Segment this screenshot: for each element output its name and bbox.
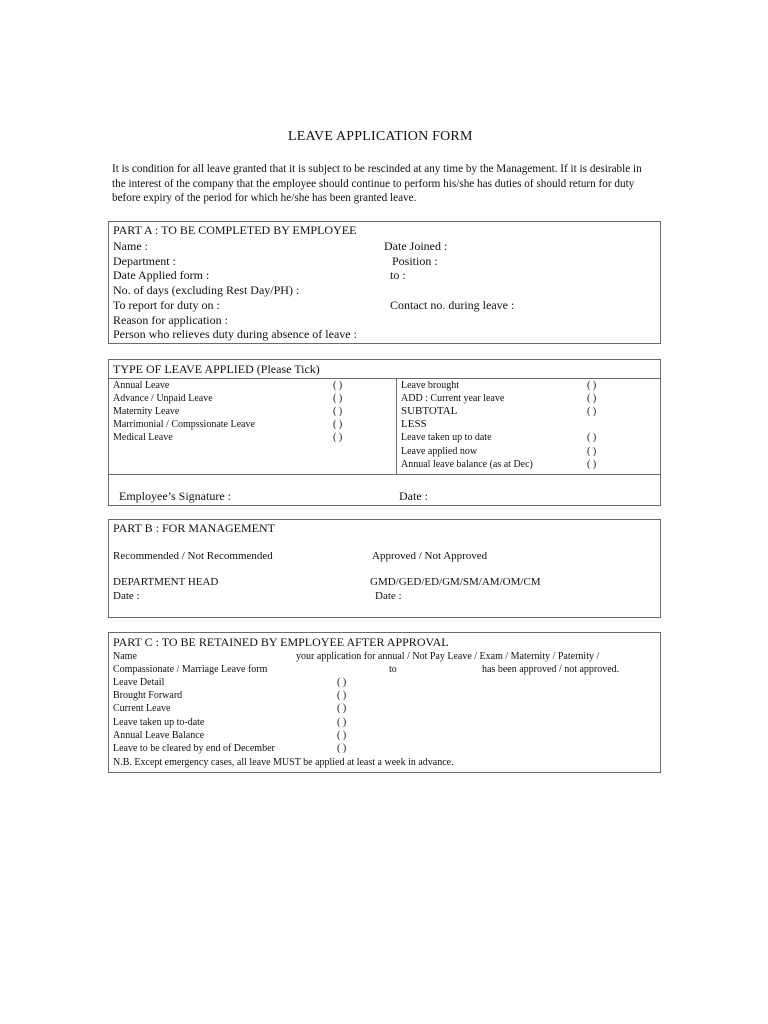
leave-cleared-label: Leave to be cleared by end of December xyxy=(113,743,275,754)
value-annual-balance[interactable]: ( ) xyxy=(587,459,597,470)
balance-current-year: ADD : Current year leave xyxy=(401,393,505,404)
tick-box-advance[interactable]: ( ) xyxy=(333,393,343,404)
value-current-year[interactable]: ( ) xyxy=(587,393,597,404)
tick-box-medical[interactable]: ( ) xyxy=(333,432,343,443)
value-leave-cleared[interactable]: ( ) xyxy=(337,743,347,754)
recommended-label: Recommended / Not Recommended xyxy=(113,550,273,562)
type-of-leave-box xyxy=(108,359,661,506)
employee-signature-label: Employee’s Signature : xyxy=(119,489,231,503)
reliever-label: Person who relieves duty during absence of leave : xyxy=(113,327,357,341)
part-c-heading: PART C : TO BE RETAINED BY EMPLOYEE AFTER APPROVAL xyxy=(113,635,449,649)
leave-detail-label: Leave Detail xyxy=(113,677,165,688)
value-leave-taken[interactable]: ( ) xyxy=(337,717,347,728)
value-subtotal[interactable]: ( ) xyxy=(587,406,597,417)
balance-subtotal: SUBTOTAL xyxy=(401,405,458,417)
report-duty-label: To report for duty on : xyxy=(113,298,220,312)
gmd-label: GMD/GED/ED/GM/SM/AM/OM/CM xyxy=(370,576,541,588)
part-a-heading: PART A : TO BE COMPLETED BY EMPLOYEE xyxy=(113,223,357,237)
value-annual-leave-balance[interactable]: ( ) xyxy=(337,730,347,741)
approved-label: Approved / Not Approved xyxy=(372,550,488,562)
leave-type-advance: Advance / Unpaid Leave xyxy=(113,393,213,404)
signature-date-label: Date : xyxy=(399,489,428,503)
balance-taken-to-date: Leave taken up to date xyxy=(401,432,492,443)
tick-box-maternity[interactable]: ( ) xyxy=(333,406,343,417)
leave-type-maternity: Maternity Leave xyxy=(113,406,180,417)
tick-box-annual[interactable]: ( ) xyxy=(333,380,343,391)
application-line-1: your application for annual / Not Pay Leave / Exam / Maternity / Paternity / xyxy=(296,651,600,662)
to-label: to : xyxy=(390,268,406,282)
approval-status-label: has been approved / not approved. xyxy=(482,664,620,675)
date-applied-label: Date Applied form : xyxy=(113,268,210,282)
page-title: LEAVE APPLICATION FORM xyxy=(288,129,473,144)
value-leave-detail[interactable]: ( ) xyxy=(337,677,347,688)
value-leave-brought[interactable]: ( ) xyxy=(587,380,597,391)
leave-type-medical: Medical Leave xyxy=(113,432,173,443)
balance-annual-balance: Annual leave balance (as at Dec) xyxy=(401,459,533,470)
leave-type-annual: Annual Leave xyxy=(113,380,170,391)
leave-taken-label: Leave taken up to-date xyxy=(113,717,205,728)
compassionate-label: Compassionate / Marriage Leave form xyxy=(113,664,268,675)
balance-less: LESS xyxy=(401,418,427,430)
no-of-days-label: No. of days (excluding Rest Day/PH) : xyxy=(113,283,300,297)
balance-leave-brought: Leave brought xyxy=(401,380,460,391)
part-b-date-right: Date : xyxy=(375,590,402,602)
part-c-name-label: Name xyxy=(113,651,137,662)
current-leave-label: Current Leave xyxy=(113,703,171,714)
contact-no-label: Contact no. during leave : xyxy=(390,298,515,312)
type-of-leave-heading: TYPE OF LEAVE APPLIED (Please Tick) xyxy=(113,362,320,376)
part-b-date-left: Date : xyxy=(113,590,140,602)
value-taken-to-date[interactable]: ( ) xyxy=(587,432,597,443)
department-label: Department : xyxy=(113,254,176,268)
emergency-note: N.B. Except emergency cases, all leave MUST be applied at least a week in advance. xyxy=(113,757,454,768)
department-head-label: DEPARTMENT HEAD xyxy=(113,576,219,588)
type-heading-divider xyxy=(108,378,661,379)
position-label: Position : xyxy=(392,254,438,268)
brought-forward-label: Brought Forward xyxy=(113,690,183,701)
leave-type-matrimonial: Marrimonial / Compssionate Leave xyxy=(113,419,255,430)
type-column-divider xyxy=(396,378,397,474)
value-brought-forward[interactable]: ( ) xyxy=(337,690,347,701)
tick-box-matrimonial[interactable]: ( ) xyxy=(333,419,343,430)
value-applied-now[interactable]: ( ) xyxy=(587,446,597,457)
part-b-heading: PART B : FOR MANAGEMENT xyxy=(113,521,275,535)
annual-leave-balance-label: Annual Leave Balance xyxy=(113,730,205,741)
date-joined-label: Date Joined : xyxy=(384,239,448,253)
signature-divider xyxy=(108,474,661,475)
part-c-to-label: to xyxy=(389,664,397,675)
balance-applied-now: Leave applied now xyxy=(401,446,478,457)
name-label: Name : xyxy=(113,239,148,253)
value-current-leave[interactable]: ( ) xyxy=(337,703,347,714)
reason-label: Reason for application : xyxy=(113,313,228,327)
intro-paragraph: It is condition for all leave granted that it is subject to be rescinded at any time by the Management. If it is desirable in the interest of the company that the employee should continue to perform his/she has duties of should return for duty before expiry of the period for which he/she has been granted leave. xyxy=(112,163,642,204)
